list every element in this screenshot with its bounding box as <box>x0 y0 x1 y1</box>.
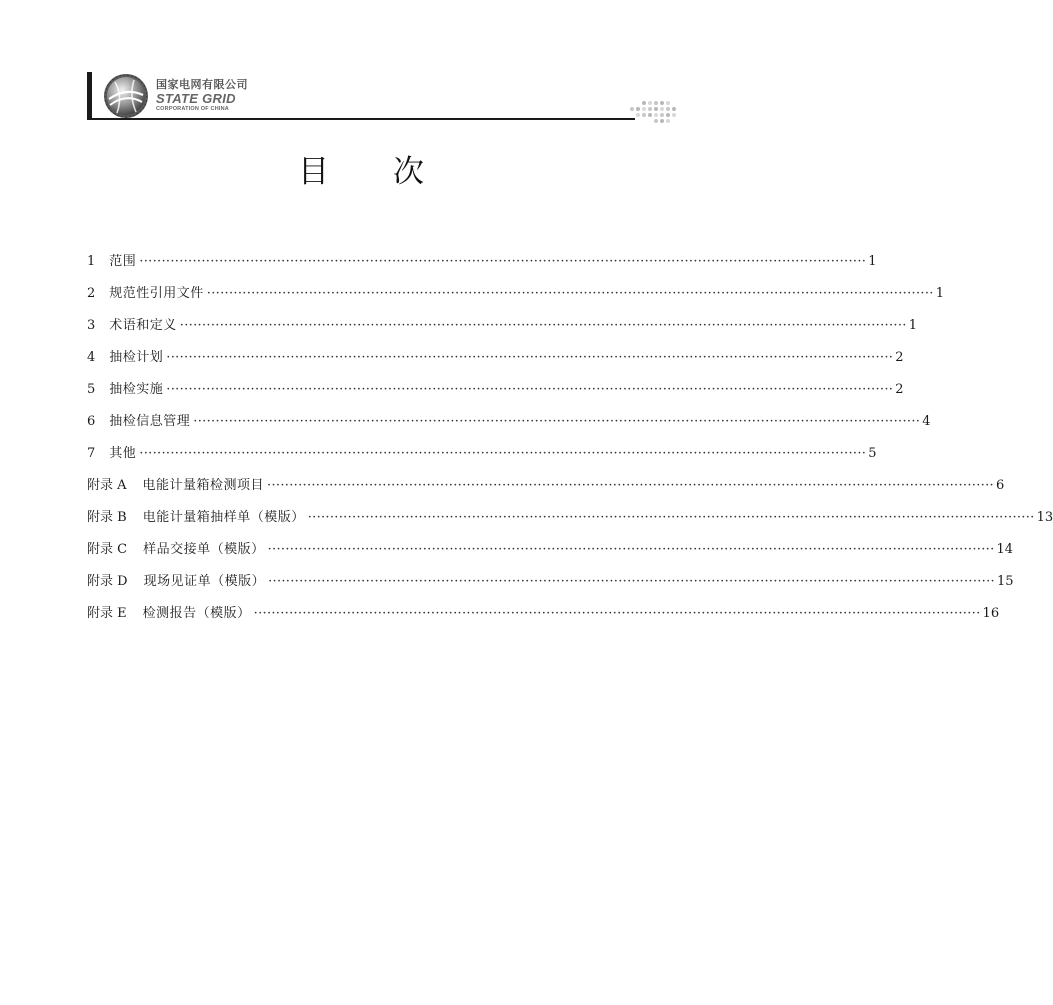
dot-grid-dot <box>672 107 676 111</box>
toc-entry-leader: ···································································································································································· <box>139 254 867 269</box>
toc-entry-number: 4 <box>87 350 96 365</box>
toc-entry-page: 4 <box>922 414 931 429</box>
dot-grid-dot <box>660 113 664 117</box>
toc-entry[interactable] <box>87 540 1014 572</box>
toc-entry-page: 6 <box>995 478 1005 493</box>
toc-entry-number: 附录 B <box>87 510 127 525</box>
toc-entry[interactable] <box>87 412 931 444</box>
toc-entry-number: 1 <box>87 254 96 269</box>
toc-entry-number: 附录 E <box>87 606 127 621</box>
toc-entry-page: 1 <box>935 286 944 301</box>
dot-grid-dot <box>642 107 646 111</box>
toc-entry-leader: ···································································································································································· <box>267 542 995 557</box>
toc-entry-page: 1 <box>868 254 877 269</box>
dot-grid-dot <box>654 119 658 123</box>
company-name-en: STATE GRID <box>156 91 236 106</box>
toc-entry-leader: ···································································································································································· <box>166 350 894 365</box>
toc-entry-page: 5 <box>868 446 877 461</box>
header-accent-bar <box>87 72 92 118</box>
dot-grid-dot <box>666 107 670 111</box>
toc-entry-label: 其他 <box>109 446 137 461</box>
state-grid-emblem-icon <box>103 73 149 119</box>
toc-entry[interactable] <box>87 604 1000 636</box>
toc-entry-number: 2 <box>87 286 96 301</box>
dot-grid-dot <box>654 107 658 111</box>
toc-entry-leader: ···································································································································································· <box>267 478 994 493</box>
toc-entry-leader: ···································································································································································· <box>307 510 1035 525</box>
toc-entry-leader: ···································································································································································· <box>253 606 981 621</box>
toc-entry[interactable] <box>87 572 1014 604</box>
dot-grid-dot <box>648 113 652 117</box>
toc-entry[interactable] <box>87 444 877 476</box>
dot-grid-dot <box>648 107 652 111</box>
dot-grid-dot <box>642 101 646 105</box>
toc-entry-leader: ···································································································································································· <box>193 414 921 429</box>
toc-entry-page: 16 <box>982 606 1000 621</box>
toc-entry-number: 6 <box>87 414 96 429</box>
page-header <box>0 0 722 135</box>
toc-entry[interactable] <box>87 252 877 284</box>
toc-entry[interactable] <box>87 284 944 316</box>
dot-grid-dot <box>666 119 670 123</box>
dot-grid-dot <box>630 107 634 111</box>
toc-entry-label: 抽检信息管理 <box>109 414 191 429</box>
toc-entry-number: 7 <box>87 446 96 461</box>
dot-grid-dot <box>666 113 670 117</box>
toc-entry[interactable] <box>87 508 1053 540</box>
toc-entry-leader: ···································································································································································· <box>179 318 907 333</box>
toc-entry-number: 附录 C <box>87 542 128 557</box>
dot-grid-dot <box>648 101 652 105</box>
toc-entry-label: 电能计量箱抽样单（模版） <box>142 510 305 525</box>
dot-grid-dot <box>666 101 670 105</box>
toc-entry-label: 范围 <box>109 254 137 269</box>
toc-entry-page: 2 <box>895 350 904 365</box>
company-logo-text <box>156 78 266 113</box>
dot-grid-dot <box>660 101 664 105</box>
table-of-contents <box>87 252 1053 636</box>
toc-entry-number: 5 <box>87 382 96 397</box>
toc-entry-page: 2 <box>895 382 904 397</box>
toc-entry-number: 3 <box>87 318 96 333</box>
page-title: 目次 <box>298 154 488 190</box>
toc-entry[interactable] <box>87 380 904 412</box>
toc-entry-leader: ···································································································································································· <box>268 574 995 589</box>
toc-entry-label: 抽检计划 <box>109 350 164 365</box>
dot-grid-dot <box>660 119 664 123</box>
toc-entry-leader: ···································································································································································· <box>139 446 867 461</box>
toc-entry-label: 抽检实施 <box>109 382 164 397</box>
dot-grid-dot <box>636 113 640 117</box>
dot-grid-dot <box>654 101 658 105</box>
toc-entry[interactable] <box>87 348 904 380</box>
header-rule <box>87 118 635 120</box>
toc-entry[interactable] <box>87 476 1005 508</box>
toc-entry-page: 14 <box>996 542 1014 557</box>
toc-entry-page: 13 <box>1036 510 1053 525</box>
toc-entry-label: 检测报告（模版） <box>142 606 251 621</box>
dot-grid-dot <box>672 113 676 117</box>
toc-entry-leader: ···································································································································································· <box>206 286 934 301</box>
dot-grid-dot <box>636 107 640 111</box>
toc-entry-label: 现场见证单（模版） <box>143 574 266 589</box>
company-name-cn: 国家电网有限公司 <box>156 78 248 91</box>
toc-entry-number: 附录 D <box>87 574 128 589</box>
toc-entry-leader: ···································································································································································· <box>166 382 894 397</box>
company-subtitle: CORPORATION OF CHINA <box>156 106 229 112</box>
toc-entry-page: 1 <box>908 318 917 333</box>
dot-grid-dot <box>642 113 646 117</box>
toc-entry-label: 样品交接单（模版） <box>143 542 265 557</box>
toc-entry-number: 附录 A <box>87 478 127 493</box>
toc-entry-label: 电能计量箱检测项目 <box>142 478 265 493</box>
toc-entry-label: 规范性引用文件 <box>109 286 204 301</box>
dot-grid-icon <box>630 101 682 125</box>
toc-entry-label: 术语和定义 <box>109 318 177 333</box>
dot-grid-dot <box>660 107 664 111</box>
toc-entry[interactable] <box>87 316 917 348</box>
toc-entry-page: 15 <box>996 574 1014 589</box>
dot-grid-dot <box>654 113 658 117</box>
